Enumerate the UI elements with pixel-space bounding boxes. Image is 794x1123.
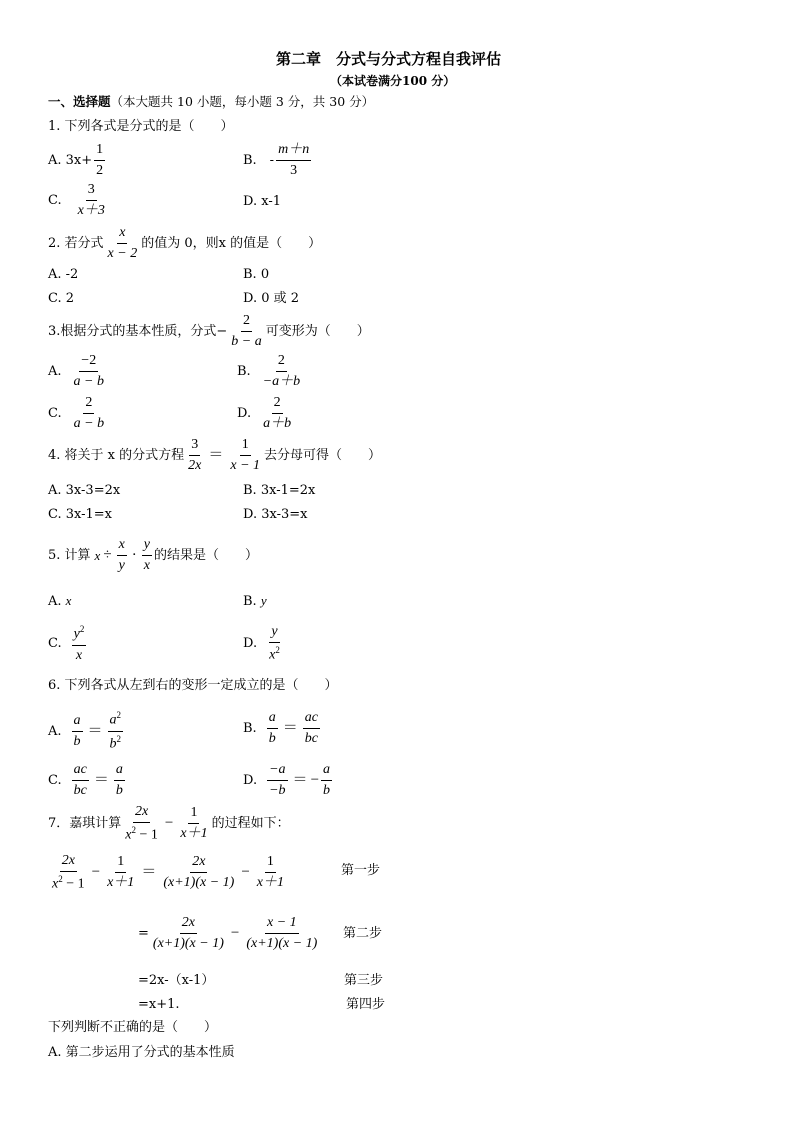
denominator: x＋1	[180, 826, 208, 842]
numerator: 3	[189, 437, 200, 456]
numerator: −2	[79, 353, 98, 372]
denominator: 2	[96, 163, 104, 179]
base: x	[269, 647, 276, 663]
q4-option-c: C. 3x-1=x	[48, 507, 113, 522]
q3-option-d	[237, 395, 295, 432]
q6-option-c	[48, 762, 127, 799]
q7-step3-label: 第三步	[344, 973, 384, 988]
q1-option-a	[48, 142, 107, 179]
minus-sign: −	[241, 864, 250, 881]
numerator: ac	[303, 710, 320, 729]
numerator: 2	[276, 353, 287, 372]
fraction	[267, 624, 282, 664]
fraction	[186, 437, 203, 474]
equals-sign: ＝	[93, 772, 109, 789]
numerator: 2	[83, 395, 94, 414]
numerator: 1	[188, 805, 199, 824]
fraction	[94, 142, 105, 179]
fraction	[261, 353, 302, 390]
denominator: $x^2 - 1$	[125, 825, 158, 843]
fraction	[244, 915, 319, 952]
q5-b-value: y	[260, 593, 267, 608]
denominator: −b	[269, 783, 286, 799]
numerator: a	[321, 762, 332, 781]
q5-a-value: x	[65, 593, 72, 608]
numerator: 2x	[133, 804, 150, 823]
fraction	[50, 853, 87, 893]
fraction	[161, 854, 236, 891]
q3-stem-pre: 3.根据分式的基本性质，分式−	[48, 324, 228, 340]
q7-option-a: A. 第二步运用了分式的基本性质	[48, 1045, 235, 1060]
numerator: 2	[241, 313, 252, 332]
q7-step2-expression	[138, 915, 321, 952]
q3-option-c	[48, 395, 108, 432]
numerator: 2x	[190, 854, 207, 873]
fraction	[72, 762, 89, 799]
fraction	[255, 854, 286, 891]
q4-option-d: D. 3x-3=x	[243, 507, 308, 522]
q7-step4-label: 第四步	[346, 997, 386, 1012]
numerator: 3	[86, 182, 97, 201]
denominator: x − 1	[230, 458, 261, 474]
numerator: a	[114, 762, 125, 781]
q5-stem-post: 的结果是（ ）	[154, 548, 259, 564]
denominator: x	[143, 558, 150, 574]
equals-sign: ＝	[87, 722, 103, 739]
numerator: 2x	[60, 853, 77, 872]
fraction	[72, 353, 106, 390]
denominator: −a＋b	[262, 374, 301, 390]
q7-step3-expression: =2x-（x-1）	[138, 973, 215, 988]
q4-stem-pre: 4. 将关于 x 的分式方程	[48, 448, 185, 464]
q3-d-label: D.	[237, 406, 252, 422]
q1-c-label: C.	[48, 193, 62, 209]
q4-stem-post: 去分母可得（ ）	[264, 448, 382, 464]
q6-d-label: D.	[243, 773, 258, 789]
denominator: x＋1	[107, 875, 135, 891]
fraction	[123, 804, 160, 844]
q6-a-label: A.	[48, 723, 62, 739]
denominator: (x+1)(x − 1)	[246, 936, 318, 952]
q6-b-label: B.	[243, 721, 257, 737]
fraction	[72, 395, 106, 432]
numerator: 1	[115, 854, 126, 873]
numerator: 2x	[180, 915, 197, 934]
numerator: y	[142, 537, 152, 556]
denominator: bc	[304, 731, 318, 747]
q5-option-c	[48, 624, 88, 664]
q5-stem-pre: 5. 计算	[48, 548, 91, 564]
q5-option-d	[243, 624, 284, 664]
q1-option-c	[48, 182, 109, 219]
divide-sign: ÷	[103, 547, 112, 564]
equals-sign: =	[138, 926, 149, 942]
q6-c-label: C.	[48, 773, 62, 789]
fraction	[76, 182, 107, 219]
q3-b-label: B.	[237, 364, 251, 380]
q3-option-b	[237, 353, 304, 390]
denominator: b	[268, 731, 276, 747]
numerator: m＋n	[276, 142, 311, 161]
fraction	[261, 395, 293, 432]
q1-a-label: A. 3x+	[48, 153, 93, 169]
denominator: x − 2	[107, 246, 138, 262]
fraction	[267, 762, 287, 799]
fraction	[72, 624, 87, 664]
q3-option-a	[48, 353, 108, 390]
denominator: bc	[73, 783, 87, 799]
numerator: a	[72, 713, 83, 732]
denominator: x	[75, 647, 83, 663]
q5-d-label: D.	[243, 636, 258, 652]
denominator: a − b	[73, 374, 104, 390]
numerator: x	[117, 225, 127, 244]
q7-step1-label: 第一步	[341, 863, 381, 878]
denominator: x＋1	[256, 875, 284, 891]
fraction	[151, 915, 226, 952]
variable: x	[94, 548, 101, 564]
fraction	[276, 142, 311, 179]
denominator: b	[323, 783, 331, 799]
denominator: 3	[290, 163, 298, 179]
equals-sign: ＝	[208, 447, 224, 464]
denominator: $x^2 - 1$	[52, 874, 85, 892]
dot-sign: ·	[131, 547, 137, 564]
q2-stem-post: 的值为 0，则x 的值是（ ）	[141, 236, 322, 252]
numerator: 1	[265, 854, 276, 873]
q3-a-label: A.	[48, 364, 62, 380]
exponent: 2	[275, 645, 280, 656]
numerator: 1	[240, 437, 251, 456]
q5-stem	[48, 537, 258, 574]
denominator: b	[115, 783, 123, 799]
fraction	[117, 537, 127, 574]
numerator: 1	[94, 142, 105, 161]
denominator: a − b	[73, 416, 105, 432]
page-title: 第二章 分式与分式方程自我评估	[276, 50, 502, 68]
denominator: a＋b	[263, 416, 292, 432]
denominator: (x+1)(x − 1)	[152, 936, 224, 952]
q2-option-a: A. -2	[48, 267, 79, 282]
q1-b-label: B. -	[243, 153, 275, 169]
q2-option-c: C. 2	[48, 291, 75, 306]
denominator: (x+1)(x − 1)	[163, 875, 235, 891]
numerator: x − 1	[265, 915, 299, 934]
q3-c-label: C.	[48, 406, 62, 422]
base: y	[73, 626, 80, 642]
q7-stem	[48, 804, 290, 844]
equals-sign: ＝	[282, 720, 298, 737]
fraction	[106, 225, 140, 262]
q7-step4-expression: =x+1.	[138, 997, 180, 1012]
q1-option-d: D. x-1	[243, 194, 281, 209]
numerator: $a^2$	[108, 710, 124, 732]
q7-stem-pre: 7．嘉琪计算	[48, 816, 122, 832]
q5-c-label: C.	[48, 636, 62, 652]
numerator: a	[267, 710, 278, 729]
q5-option-a	[48, 594, 71, 608]
q1-stem: 1. 下列各式是分式的是（ ）	[48, 119, 234, 134]
fraction	[229, 313, 263, 350]
numerator: 2	[272, 395, 283, 414]
denominator: y	[118, 558, 125, 574]
fraction	[178, 805, 209, 842]
fraction	[321, 762, 332, 799]
numerator	[72, 624, 87, 646]
numerator: ac	[72, 762, 89, 781]
q6-option-d	[243, 762, 334, 799]
numerator: y	[269, 624, 279, 643]
q4-option-b: B. 3x-1=2x	[243, 483, 316, 498]
q5-b-label: B.	[243, 594, 257, 609]
q7-step1-expression	[48, 853, 288, 893]
q5-option-b	[243, 594, 267, 608]
equals-sign: ＝	[141, 864, 157, 881]
page-subtitle: （本试卷满分100 分）	[330, 74, 456, 88]
q3-stem-post: 可变形为（ ）	[265, 324, 370, 340]
q6-stem: 6. 下列各式从左到右的变形一定成立的是（ ）	[48, 678, 338, 693]
denominator	[267, 643, 282, 664]
fraction	[303, 710, 320, 747]
q5-a-label: A.	[48, 594, 62, 609]
q6-option-a	[48, 710, 125, 753]
equals-sign: ＝	[292, 772, 308, 789]
q7-step2-label: 第二步	[343, 926, 383, 941]
fraction	[228, 437, 262, 474]
q7-stem-post: 的过程如下：	[211, 816, 290, 832]
minus-sign: −	[91, 864, 101, 881]
minus-sign: −	[230, 925, 240, 942]
q2-stem	[48, 225, 321, 262]
minus-sign: −	[164, 815, 174, 832]
minus-sign: −	[310, 772, 320, 789]
numerator: x	[117, 537, 127, 556]
fraction	[105, 854, 136, 891]
fraction	[114, 762, 125, 799]
denominator: $b^2$	[109, 733, 122, 752]
fraction	[108, 710, 124, 753]
q3-stem	[48, 313, 370, 350]
section-title: 一、选择题	[48, 94, 111, 109]
fraction	[72, 713, 83, 750]
q2-stem-pre: 2. 若分式	[48, 236, 104, 252]
denominator: 2x	[188, 458, 202, 474]
section-heading	[48, 96, 374, 109]
denominator: x＋3	[77, 203, 105, 219]
q1-option-b	[243, 142, 313, 179]
denominator: b − a	[231, 334, 262, 350]
q2-option-d: D. 0 或 2	[243, 291, 300, 306]
q2-option-b: B. 0	[243, 267, 270, 282]
fraction	[142, 537, 152, 574]
q6-option-b	[243, 710, 322, 747]
section-note: （本大题共 10 小题，每小题 3 分，共 30 分）	[110, 94, 375, 109]
q7-judge: 下列判断不正确的是（ ）	[48, 1020, 218, 1035]
denominator: b	[73, 733, 81, 749]
numerator: −a	[267, 762, 287, 781]
q4-stem	[48, 437, 381, 474]
fraction	[267, 710, 278, 747]
q4-option-a: A. 3x-3=2x	[48, 483, 121, 498]
exponent: 2	[79, 624, 85, 634]
